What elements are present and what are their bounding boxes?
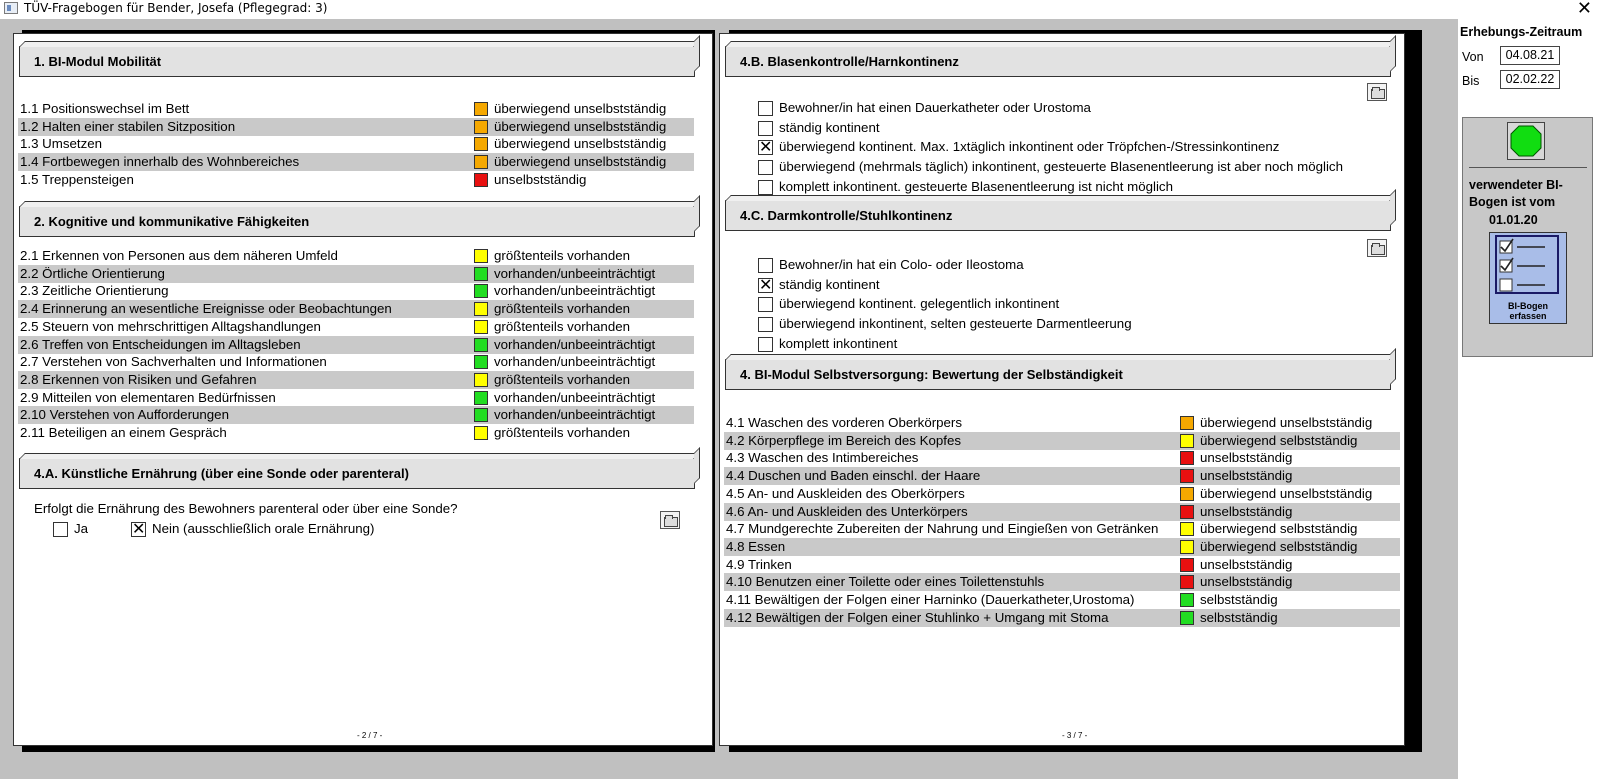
rating-color-swatch bbox=[474, 391, 488, 405]
rating-value: überwiegend unselbstständig bbox=[494, 136, 667, 152]
selfcare-row bbox=[724, 432, 1400, 450]
page-3 bbox=[719, 33, 1405, 746]
checkbox[interactable]: ✕ bbox=[759, 139, 773, 157]
item-label: 2.4 Erinnerung an wesentliche Ereignisse oder Beobachtungen bbox=[20, 301, 392, 317]
open-folder-icon[interactable] bbox=[1367, 239, 1387, 257]
option-label: überwiegend (mehrmals täglich) inkontinent, gesteuerte Blasenentleerung ist aber noch möglich bbox=[779, 159, 1343, 175]
rating-value: vorhanden/unbeeinträchtigt bbox=[494, 336, 656, 352]
option-label: komplett inkontinent bbox=[779, 335, 898, 351]
bladder-option[interactable] bbox=[758, 157, 1398, 177]
title-bar bbox=[0, 0, 1600, 18]
item-label: 4.2 Körperpflege im Bereich des Kopfes bbox=[726, 432, 962, 448]
item-label: 2.1 Erkennen von Personen aus dem näheren Umfeld bbox=[20, 248, 338, 263]
item-label: 4.10 Benutzen einer Toilette oder eines Toilettenstuhls bbox=[726, 574, 1045, 590]
checkbox[interactable]: ✕ bbox=[132, 521, 146, 538]
capture-bi-label-2: erfassen bbox=[1509, 311, 1547, 321]
selfcare-row bbox=[724, 538, 1400, 556]
checkbox[interactable] bbox=[758, 101, 773, 116]
status-indicator bbox=[1507, 122, 1545, 160]
rating-value: unselbstständig bbox=[494, 171, 587, 187]
item-label: 2.5 Steuern von mehrschrittigen Alltagshandlungen bbox=[20, 318, 321, 334]
item-label: 2.9 Mitteilen von elementaren Bedürfnissen bbox=[20, 389, 276, 405]
item-label: 2.11 Beteiligen an einem Gespräch bbox=[20, 425, 227, 440]
rating-color-swatch bbox=[1180, 469, 1194, 483]
capture-bi-button[interactable] bbox=[1489, 232, 1567, 324]
mobility-header: 1. BI-Modul Mobilität bbox=[19, 46, 695, 77]
right-panel bbox=[1458, 19, 1600, 779]
item-label: 4.7 Mundgerechte Zubereiten der Nahrung und Eingießen von Getränken bbox=[726, 521, 1159, 537]
rating-color-swatch bbox=[474, 355, 488, 369]
selfcare-row bbox=[724, 520, 1400, 538]
rating-value: vorhanden/unbeeinträchtigt bbox=[494, 407, 656, 423]
mobility-row bbox=[18, 100, 694, 118]
checklist-icon bbox=[1490, 233, 1566, 295]
selfcare-row bbox=[724, 414, 1400, 432]
bowel-option[interactable] bbox=[758, 334, 1398, 354]
rating-value: überwiegend unselbstständig bbox=[494, 118, 667, 134]
bladder-option[interactable] bbox=[758, 118, 1398, 138]
period-title: Erhebungs-Zeitraum bbox=[1460, 25, 1583, 39]
option-label: überwiegend kontinent. gelegentlich inkontinent bbox=[779, 296, 1060, 312]
rating-value: überwiegend selbstständig bbox=[1200, 538, 1358, 554]
rating-color-swatch bbox=[474, 249, 488, 263]
bowel-header: 4.C. Darmkontrolle/Stuhlkontinenz bbox=[725, 200, 1391, 231]
rating-color-swatch bbox=[1180, 505, 1194, 519]
rating-value: überwiegend selbstständig bbox=[1200, 521, 1358, 537]
rating-value: größtenteils vorhanden bbox=[494, 248, 631, 263]
item-label: 1.3 Umsetzen bbox=[20, 136, 103, 152]
option-label: überwiegend kontinent. Max. 1xtäglich inkontinent oder Tröpfchen-/Stressinkontinenz bbox=[779, 139, 1280, 155]
item-label: 4.11 Bewältigen der Folgen einer Harninko (Dauerkatheter,Urostoma) bbox=[726, 592, 1135, 607]
cognitive-row bbox=[18, 406, 694, 424]
rating-value: selbstständig bbox=[1200, 592, 1278, 607]
item-label: 2.6 Treffen von Entscheidungen im Alltagsleben bbox=[20, 336, 301, 352]
window-title: TÜV-Fragebogen für Bender, Josefa (Pflegegrad: 3) bbox=[24, 1, 328, 15]
rating-value: größtenteils vorhanden bbox=[494, 301, 631, 317]
rating-color-swatch bbox=[474, 137, 488, 151]
rating-color-swatch bbox=[474, 120, 488, 134]
selfcare-row bbox=[724, 467, 1400, 485]
rating-value: vorhanden/unbeeinträchtigt bbox=[494, 265, 656, 281]
item-label: 4.4 Duschen und Baden einschl. der Haare bbox=[726, 468, 981, 484]
rating-color-swatch bbox=[1180, 522, 1194, 536]
rating-color-swatch bbox=[1180, 593, 1194, 607]
checkbox[interactable] bbox=[758, 180, 773, 195]
nutrition-option-no[interactable]: ✕ Nein (ausschließlich orale Ernährung) bbox=[132, 521, 375, 538]
rating-color-swatch bbox=[474, 373, 488, 387]
from-date-field[interactable]: 04.08.21 bbox=[1500, 46, 1560, 65]
item-label: 4.6 An- und Auskleiden des Unterkörpers bbox=[726, 503, 968, 519]
item-label: 1.5 Treppensteigen bbox=[20, 171, 134, 187]
mobility-row bbox=[18, 171, 694, 189]
mobility-row bbox=[18, 118, 694, 136]
rating-color-swatch bbox=[1180, 540, 1194, 554]
item-label: 2.7 Verstehen von Sachverhalten und Informationen bbox=[20, 354, 327, 370]
bladder-header: 4.B. Blasenkontrolle/Harnkontinenz bbox=[725, 46, 1391, 77]
selfcare-row bbox=[724, 573, 1400, 591]
nutrition-question: Erfolgt die Ernährung des Bewohners parenteral oder über eine Sonde? bbox=[34, 501, 458, 516]
rating-value: überwiegend selbstständig bbox=[1200, 432, 1358, 448]
cognitive-row bbox=[18, 336, 694, 354]
selfcare-row bbox=[724, 556, 1400, 574]
bowel-option[interactable] bbox=[758, 255, 1398, 275]
checkbox[interactable] bbox=[758, 121, 773, 136]
rating-value: größtenteils vorhanden bbox=[494, 318, 631, 334]
cognitive-row bbox=[18, 300, 694, 318]
nutrition-header: 4.A. Künstliche Ernährung (über eine Sonde oder parenteral) bbox=[19, 458, 695, 489]
rating-value: vorhanden/unbeeinträchtigt bbox=[494, 283, 656, 299]
item-label: 4.8 Essen bbox=[726, 538, 786, 554]
item-label: 4.9 Trinken bbox=[726, 556, 792, 572]
rating-value: selbstständig bbox=[1200, 609, 1278, 625]
rating-color-swatch bbox=[474, 338, 488, 352]
rating-value: größtenteils vorhanden bbox=[494, 425, 631, 440]
capture-bi-label-1: BI-Bogen bbox=[1508, 301, 1548, 311]
option-label: ständig kontinent bbox=[779, 276, 880, 292]
used-text-2: Bogen ist vom bbox=[1469, 195, 1556, 209]
checkbox[interactable]: ✕ bbox=[759, 276, 773, 294]
rating-value: unselbstständig bbox=[1200, 503, 1293, 519]
rating-value: vorhanden/unbeeinträchtigt bbox=[494, 389, 656, 405]
to-label: Bis bbox=[1462, 74, 1480, 88]
rating-color-swatch bbox=[474, 155, 488, 169]
rating-color-swatch bbox=[474, 302, 488, 316]
rating-value: unselbstständig bbox=[1200, 450, 1293, 466]
rating-color-swatch bbox=[1180, 611, 1194, 625]
selfcare-header: 4. BI-Modul Selbstversorgung: Bewertung der Selbständigkeit bbox=[725, 359, 1391, 390]
checkbox[interactable] bbox=[758, 337, 773, 352]
bowel-option[interactable] bbox=[758, 294, 1398, 314]
rating-value: überwiegend unselbstständig bbox=[1200, 485, 1373, 501]
page-2 bbox=[13, 33, 713, 746]
bladder-option[interactable] bbox=[758, 137, 1398, 157]
bladder-option[interactable] bbox=[758, 177, 1398, 197]
rating-value: überwiegend unselbstständig bbox=[494, 154, 667, 170]
page-number: - 2 / 7 - bbox=[357, 731, 383, 740]
option-label: überwiegend inkontinent, selten gesteuerte Darmentleerung bbox=[779, 316, 1132, 332]
rating-value: unselbstständig bbox=[1200, 556, 1293, 572]
checkbox[interactable] bbox=[53, 522, 68, 537]
item-label: 4.5 An- und Auskleiden des Oberkörpers bbox=[726, 485, 965, 501]
rating-value: vorhanden/unbeeinträchtigt bbox=[494, 354, 656, 370]
workspace bbox=[0, 19, 1458, 779]
checkbox[interactable] bbox=[758, 317, 773, 332]
checkbox[interactable] bbox=[758, 297, 773, 312]
option-label: ständig kontinent bbox=[779, 119, 880, 135]
item-label: 1.4 Fortbewegen innerhalb des Wohnbereiches bbox=[20, 154, 300, 170]
rating-color-swatch bbox=[1180, 487, 1194, 501]
selfcare-row bbox=[724, 609, 1400, 627]
rating-value: unselbstständig bbox=[1200, 574, 1293, 590]
item-label: 4.1 Waschen des vorderen Oberkörpers bbox=[726, 415, 963, 430]
bladder-option[interactable] bbox=[758, 98, 1398, 118]
from-label: Von bbox=[1462, 50, 1484, 64]
app-icon bbox=[4, 2, 18, 14]
page-number: - 3 / 7 - bbox=[1062, 731, 1088, 740]
to-date-field[interactable]: 02.02.22 bbox=[1500, 70, 1560, 89]
rating-value: überwiegend unselbstständig bbox=[494, 101, 667, 116]
selfcare-row bbox=[724, 591, 1400, 609]
cognitive-row bbox=[18, 318, 694, 336]
rating-color-swatch bbox=[1180, 575, 1194, 589]
cognitive-header: 2. Kognitive und kommunikative Fähigkeiten bbox=[19, 206, 695, 237]
item-label: 2.8 Erkennen von Risiken und Gefahren bbox=[20, 371, 257, 387]
rating-color-swatch bbox=[474, 284, 488, 298]
item-label: 2.10 Verstehen von Aufforderungen bbox=[20, 407, 229, 423]
mobility-row bbox=[18, 153, 694, 171]
cognitive-row bbox=[18, 371, 694, 389]
rating-color-swatch bbox=[474, 173, 488, 187]
close-icon[interactable]: ✕ bbox=[1576, 0, 1592, 18]
rating-value: größtenteils vorhanden bbox=[494, 371, 631, 387]
option-label: Bewohner/in hat ein Colo- oder Ileostoma bbox=[779, 257, 1024, 272]
rating-color-swatch bbox=[1180, 416, 1194, 430]
used-date: 01.01.20 bbox=[1489, 213, 1538, 227]
item-label: 1.2 Halten einer stabilen Sitzposition bbox=[20, 118, 236, 134]
divider bbox=[1469, 167, 1587, 168]
selfcare-row bbox=[724, 503, 1400, 521]
rating-color-swatch bbox=[474, 102, 488, 116]
cognitive-row bbox=[18, 424, 694, 442]
open-folder-icon[interactable] bbox=[1367, 83, 1387, 101]
selfcare-row bbox=[724, 449, 1400, 467]
cognitive-row bbox=[18, 247, 694, 265]
rating-color-swatch bbox=[474, 426, 488, 440]
status-panel bbox=[1462, 117, 1593, 357]
rating-color-swatch bbox=[474, 267, 488, 281]
rating-color-swatch bbox=[1180, 558, 1194, 572]
cognitive-row bbox=[18, 282, 694, 300]
nutrition-option-yes[interactable]: Ja bbox=[53, 519, 133, 539]
rating-value: unselbstständig bbox=[1200, 468, 1293, 484]
item-label: 2.3 Zeitliche Orientierung bbox=[20, 283, 169, 299]
rating-value: überwiegend unselbstständig bbox=[1200, 415, 1373, 430]
option-label: Bewohner/in hat einen Dauerkatheter oder Urostoma bbox=[779, 100, 1091, 115]
open-folder-icon[interactable] bbox=[660, 511, 680, 529]
cognitive-row bbox=[18, 389, 694, 407]
rating-color-swatch bbox=[1180, 434, 1194, 448]
selfcare-row bbox=[724, 485, 1400, 503]
rating-color-swatch bbox=[474, 408, 488, 422]
bowel-option[interactable] bbox=[758, 314, 1398, 334]
item-label: 4.3 Waschen des Intimbereiches bbox=[726, 450, 919, 466]
mobility-row bbox=[18, 135, 694, 153]
rating-color-swatch bbox=[474, 320, 488, 334]
item-label: 2.2 Örtliche Orientierung bbox=[20, 265, 165, 281]
option-label: komplett inkontinent. gesteuerte Blasenentleerung ist nicht möglich bbox=[779, 178, 1173, 194]
rating-color-swatch bbox=[1180, 451, 1194, 465]
checkbox[interactable] bbox=[758, 160, 773, 175]
used-text-1: verwendeter BI- bbox=[1469, 178, 1563, 192]
cognitive-row bbox=[18, 353, 694, 371]
checkbox[interactable] bbox=[758, 258, 773, 273]
cognitive-row bbox=[18, 265, 694, 283]
item-label: 1.1 Positionswechsel im Bett bbox=[20, 101, 190, 116]
bowel-option[interactable] bbox=[758, 275, 1398, 295]
traffic-light-icon bbox=[1508, 123, 1544, 159]
item-label: 4.12 Bewältigen der Folgen einer Stuhlinko + Umgang mit Stoma bbox=[726, 609, 1109, 625]
